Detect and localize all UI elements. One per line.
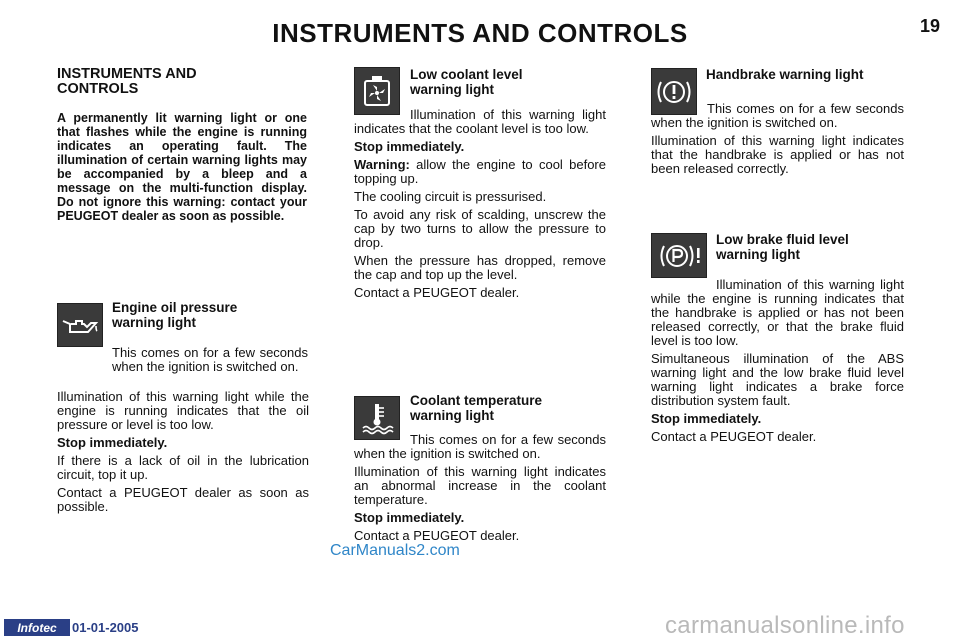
intro-heading: INSTRUMENTS AND CONTROLS <box>57 66 197 97</box>
coolant-temp-stop: Stop immediately. <box>354 510 465 525</box>
low-coolant-p1: Illumination of this warning light indicates that the coolant level is too low. <box>354 107 606 136</box>
footer-date: 01-01-2005 <box>72 620 139 635</box>
brake-fluid-stop: Stop immediately. <box>651 411 762 426</box>
coolant-temp-lead: This comes on for a few seconds when the ignition is switched on. <box>354 432 606 461</box>
oil-heading: Engine oil pressure warning light <box>112 300 238 330</box>
brake-fluid-warning-icon <box>651 233 707 278</box>
handbrake-body <box>651 102 904 180</box>
low-coolant-warning-label: Warning: <box>354 157 410 172</box>
oil-lead-text: This comes on for a few seconds when the ignition is switched on. <box>112 345 308 374</box>
coolant-temp-p1: Illumination of this warning light indicates an abnormal increase in the coolant temperature. <box>354 464 606 507</box>
brake-fluid-p2: Contact a PEUGEOT dealer. <box>651 429 817 444</box>
intro-text: A permanently lit warning light or one that flashes while the engine is running indicates an operating fault. The illumination of certain warning lights may be accompanied by a bleep and a message on the multi-function display. Do not ignore this warning: contact your PEUGEOT dealer as soon as possible. <box>57 111 307 223</box>
carmanuals-watermark-link[interactable]: CarManuals2.com <box>330 542 460 559</box>
oil-lead <box>112 346 308 378</box>
infotec-logo: Infotec <box>4 619 70 636</box>
low-coolant-p3: To avoid any risk of scalding, unscrew the cap by two turns to allow the pressure to drop. <box>354 207 606 250</box>
low-coolant-stop: Stop immediately. <box>354 139 465 154</box>
low-coolant-p5: Contact a PEUGEOT dealer. <box>354 285 520 300</box>
handbrake-heading: Handbrake warning light <box>706 67 864 82</box>
handbrake-p1: Illumination of this warning light indicates that the handbrake is applied or has not been released correctly. <box>651 133 904 176</box>
handbrake-lead: This comes on for a few seconds when the ignition is switched on. <box>651 101 904 130</box>
oil-p3: Contact a PEUGEOT dealer as soon as possible. <box>57 485 309 514</box>
low-coolant-warning <box>354 158 606 186</box>
coolant-temp-p2: Contact a PEUGEOT dealer. <box>354 528 520 543</box>
page-number: 19 <box>919 16 940 36</box>
intro-section <box>57 67 307 227</box>
oil-stop: Stop immediately. <box>57 435 168 450</box>
low-coolant-p4: When the pressure has dropped, remove the cap and top up the level. <box>354 253 606 282</box>
brake-fluid-heading: Low brake fluid level warning light <box>716 232 849 262</box>
oil-p2: If there is a lack of oil in the lubrication circuit, top it up. <box>57 453 309 482</box>
brake-fluid-body <box>651 278 904 448</box>
brake-fluid-p1: Simultaneous illumination of the ABS warning light and the low brake fluid level warning light indicates a brake force distribution system fault. <box>651 351 904 408</box>
low-coolant-body <box>354 108 606 304</box>
carmanualsonline-watermark: carmanualsonline.info <box>665 612 905 639</box>
low-coolant-warning-text: allow the engine to cool before topping up. <box>354 157 606 186</box>
brake-fluid-lead: Illumination of this warning light while the engine is running indicates that the handbrake is applied or has not been released correctly, or that the brake fluid level is too low. <box>651 277 904 348</box>
coolant-temp-body <box>354 433 606 547</box>
oil-body <box>57 390 309 518</box>
coolant-temp-heading: Coolant temperature warning light <box>410 393 543 423</box>
oil-p1: Illumination of this warning light while the engine is running indicates that the oil pressure or level is too low. <box>57 389 309 432</box>
page-title: INSTRUMENTS AND CONTROLS <box>272 18 688 48</box>
oil-can-icon <box>57 303 103 347</box>
low-coolant-heading: Low coolant level warning light <box>410 67 523 97</box>
low-coolant-p2: The cooling circuit is pressurised. <box>354 189 547 204</box>
